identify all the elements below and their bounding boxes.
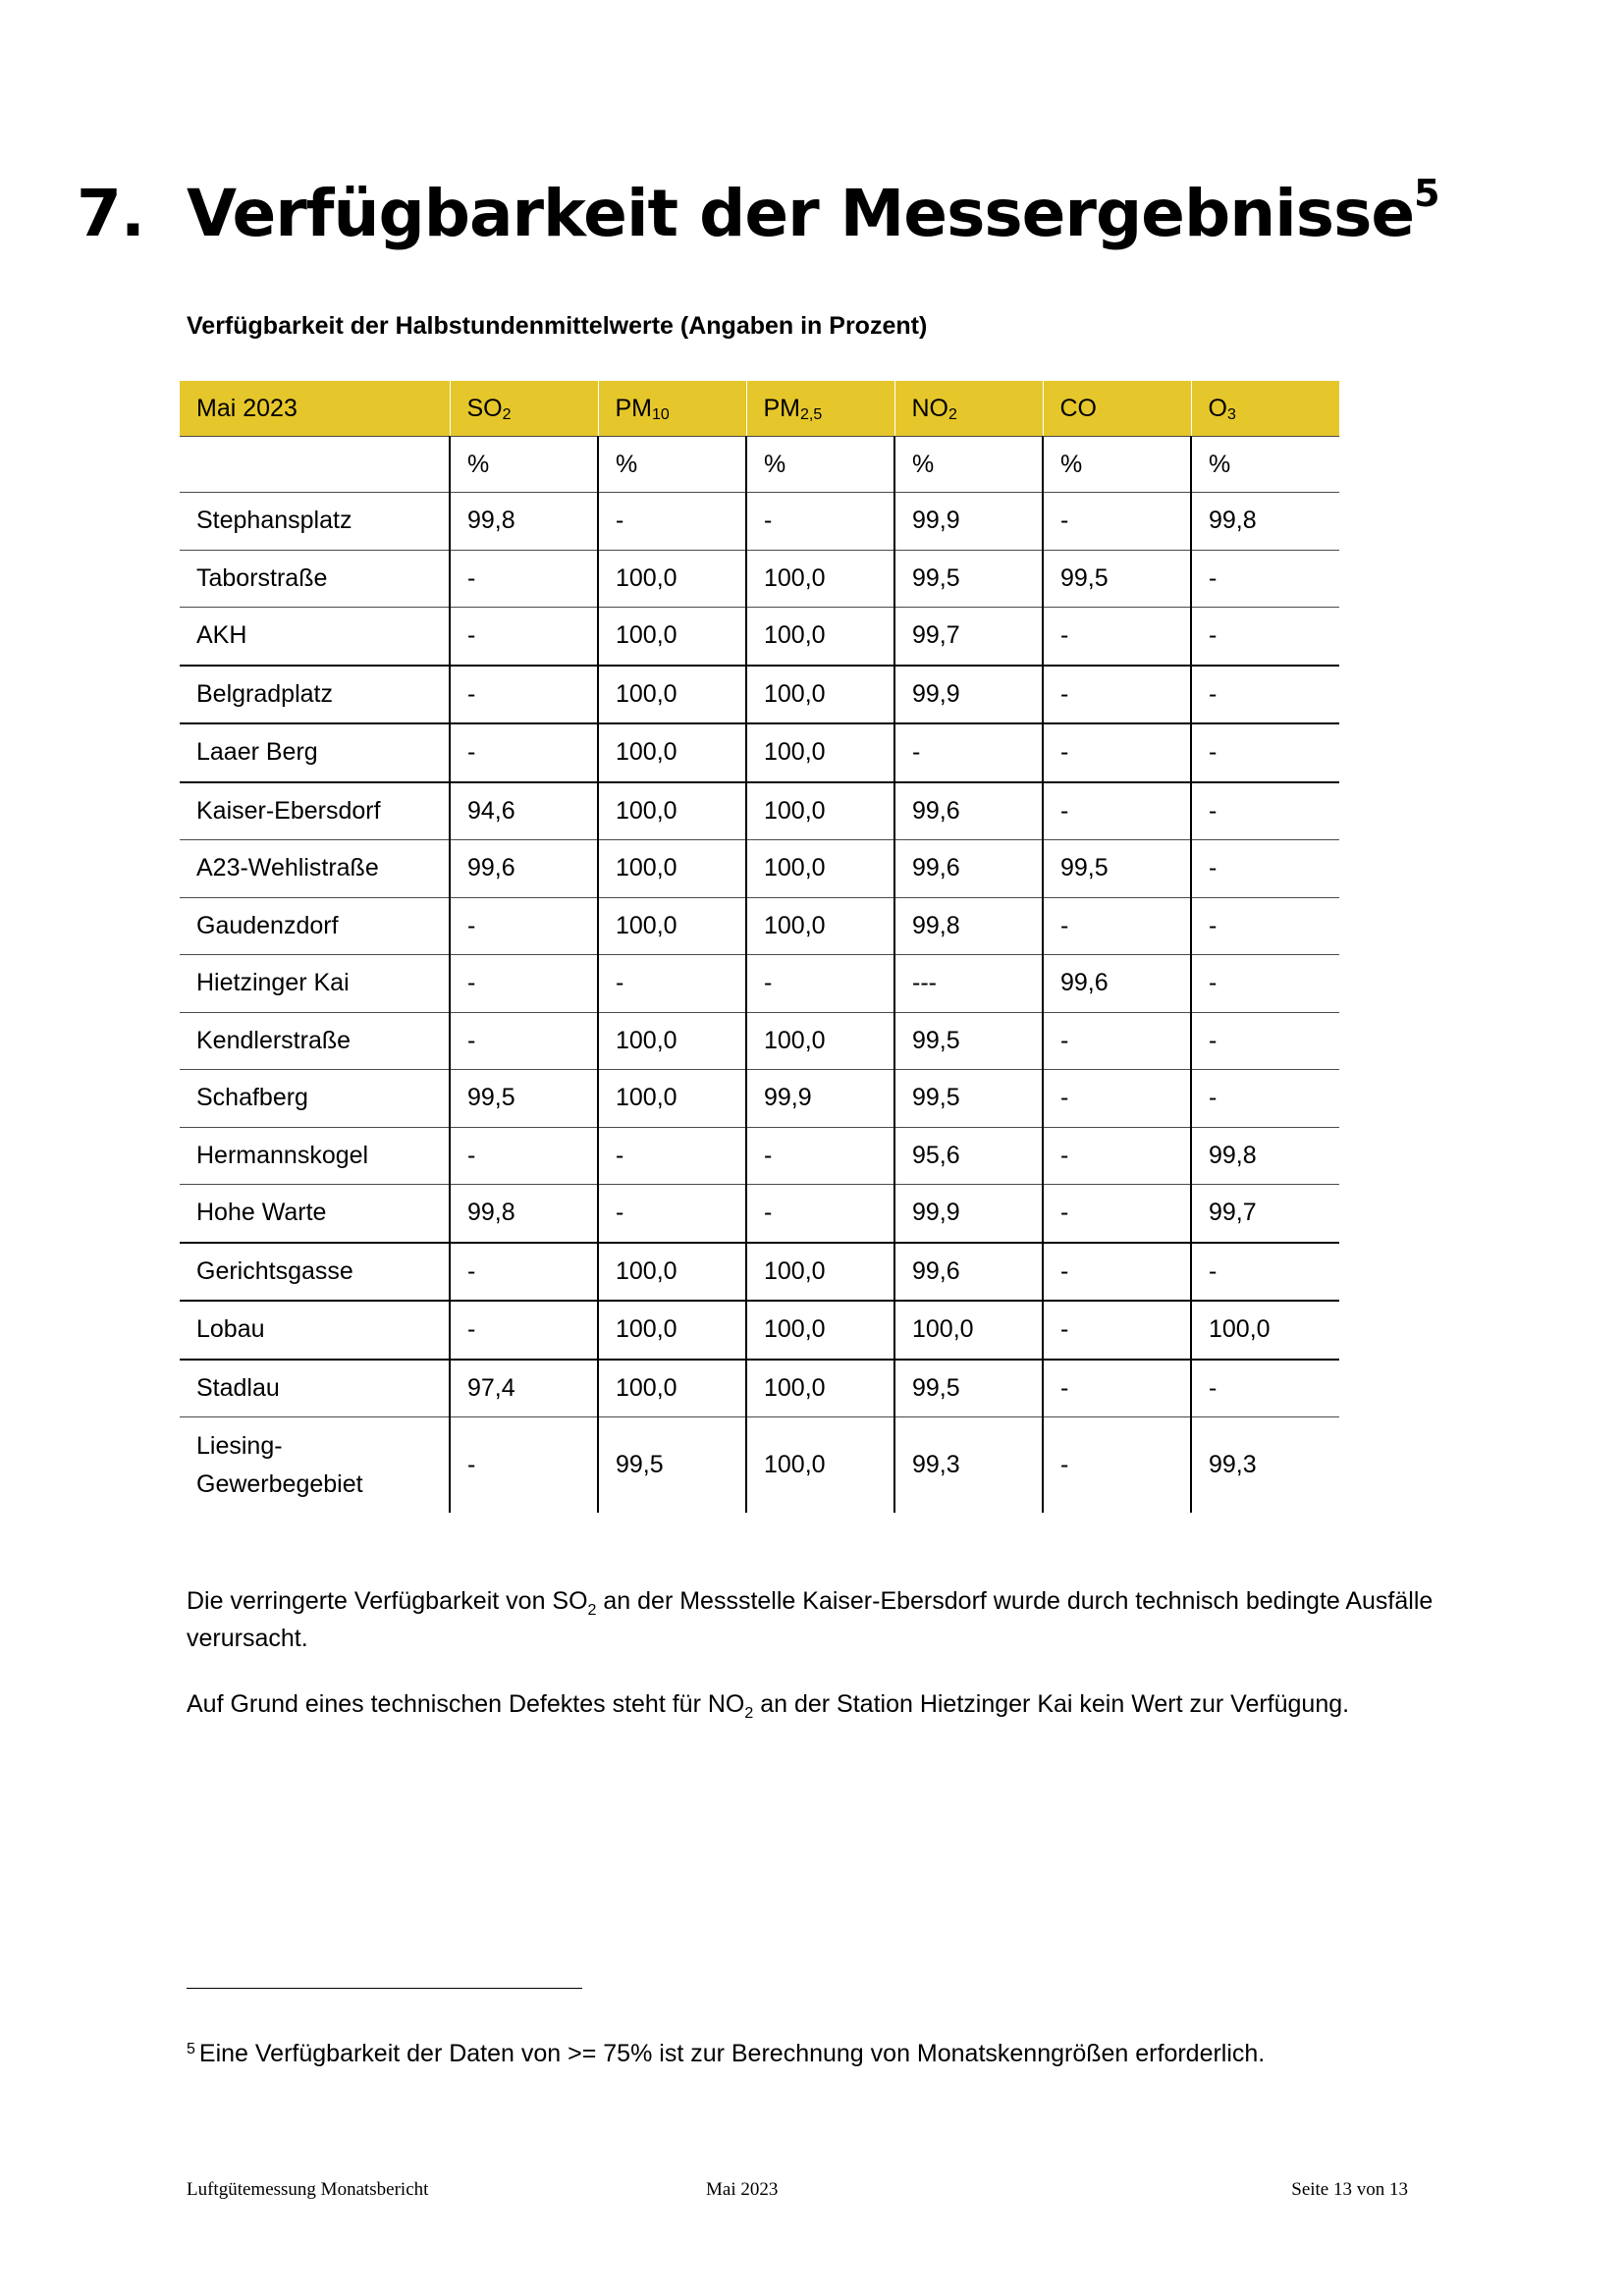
station-name: Kaiser-Ebersdorf <box>196 796 381 825</box>
value-cell: 100,0 <box>746 550 894 608</box>
value-cell: 99,9 <box>894 1185 1043 1243</box>
value-cell: 99,8 <box>450 1185 598 1243</box>
value-cell: - <box>894 723 1043 782</box>
header-label: CO <box>1059 394 1097 422</box>
value-cell: - <box>1191 1360 1339 1417</box>
value-cell: 100,0 <box>746 723 894 782</box>
value-cell: 100,0 <box>746 840 894 898</box>
note-text: Die verringerte Verfügbarkeit von SO <box>187 1587 588 1615</box>
header-label: Mai 2023 <box>196 394 298 422</box>
footnote-marker: 5 <box>187 2041 195 2057</box>
note-subscript: 2 <box>587 1602 597 1619</box>
value-cell: - <box>1191 897 1339 955</box>
value-cell: - <box>450 608 598 666</box>
value-cell: 100,0 <box>598 723 746 782</box>
table-row <box>180 840 1339 898</box>
value-cell: - <box>1043 1243 1191 1302</box>
value-cell: 99,8 <box>1191 1127 1339 1185</box>
value-cell: 100,0 <box>598 608 746 666</box>
station-name: Hermannskogel <box>196 1141 369 1169</box>
value-cell: - <box>1043 1012 1191 1070</box>
table-row <box>180 1070 1339 1128</box>
station-name: Taborstraße <box>196 563 328 592</box>
value-cell: 99,5 <box>598 1417 746 1514</box>
value-cell: 99,6 <box>1043 955 1191 1013</box>
value-cell: 99,7 <box>1191 1185 1339 1243</box>
value-cell: 99,5 <box>894 1012 1043 1070</box>
value-cell: 99,3 <box>1191 1417 1339 1514</box>
value-cell: --- <box>894 955 1043 1013</box>
value-cell: - <box>746 493 894 551</box>
section-title: Verfügbarkeit der Messergebnisse <box>187 176 1415 251</box>
station-name: AKH <box>196 621 247 650</box>
value-cell: - <box>450 1417 598 1514</box>
value-cell: - <box>450 955 598 1013</box>
value-cell: 100,0 <box>746 1243 894 1302</box>
station-name: Stadlau <box>196 1373 280 1402</box>
station-name: Belgradplatz <box>196 679 333 708</box>
value-cell: 99,5 <box>450 1070 598 1128</box>
value-cell: - <box>1191 840 1339 898</box>
station-name: Lobau <box>196 1315 265 1344</box>
value-cell: - <box>1191 1070 1339 1128</box>
value-cell: 95,6 <box>894 1127 1043 1185</box>
note-text: Auf Grund eines technischen Defektes steht für NO <box>187 1690 745 1718</box>
value-cell: - <box>450 1243 598 1302</box>
station-name: Stephansplatz <box>196 507 352 535</box>
header-label: O <box>1208 394 1227 422</box>
value-cell: - <box>1191 955 1339 1013</box>
value-cell: - <box>450 1301 598 1360</box>
value-cell: - <box>598 1185 746 1243</box>
table-row <box>180 1360 1339 1417</box>
header-pollutant <box>894 381 1043 437</box>
note-so2-kaiser-ebersdorf <box>187 1582 1443 1657</box>
value-cell: 99,5 <box>894 550 1043 608</box>
header-subscript: 2 <box>948 405 957 423</box>
value-cell: - <box>1043 493 1191 551</box>
value-cell: 99,6 <box>894 1243 1043 1302</box>
unit-cell <box>180 437 450 493</box>
header-pollutant <box>1043 381 1191 437</box>
value-cell: - <box>1191 666 1339 724</box>
value-cell: - <box>450 1012 598 1070</box>
header-pollutant <box>1191 381 1339 437</box>
station-name: Hohe Warte <box>196 1199 327 1227</box>
value-cell: 100,0 <box>598 782 746 840</box>
value-cell: 100,0 <box>598 1070 746 1128</box>
footnote-separator <box>187 1988 582 1989</box>
header-label: PM <box>615 394 652 422</box>
table-row <box>180 782 1339 840</box>
station-name: Laaer Berg <box>196 738 318 767</box>
value-cell: - <box>746 1185 894 1243</box>
table-row <box>180 723 1339 782</box>
footnote <box>187 2040 1265 2068</box>
value-cell: 94,6 <box>450 782 598 840</box>
value-cell: - <box>1191 723 1339 782</box>
value-cell: - <box>746 1127 894 1185</box>
value-cell: - <box>1043 1127 1191 1185</box>
value-cell: - <box>1043 782 1191 840</box>
value-cell: 100,0 <box>746 608 894 666</box>
value-cell: 99,6 <box>894 840 1043 898</box>
value-cell: - <box>1043 1070 1191 1128</box>
footer-date: Mai 2023 <box>706 2179 779 2200</box>
value-cell: 100,0 <box>1191 1301 1339 1360</box>
value-cell: 100,0 <box>598 897 746 955</box>
value-cell: 99,6 <box>450 840 598 898</box>
table-row <box>180 897 1339 955</box>
value-cell: - <box>598 1127 746 1185</box>
table-row <box>180 1012 1339 1070</box>
value-cell: - <box>1043 1417 1191 1514</box>
value-cell: 100,0 <box>598 666 746 724</box>
value-cell: 100,0 <box>598 840 746 898</box>
unit-cell: % <box>450 437 598 493</box>
value-cell: - <box>1043 897 1191 955</box>
table-units-row <box>180 437 1339 493</box>
table-row <box>180 1301 1339 1360</box>
value-cell: - <box>746 955 894 1013</box>
note-text: an der Messstelle Kaiser-Ebersdorf wurde durch technisch bedingte Ausfälle verursacht. <box>187 1587 1434 1652</box>
value-cell: 99,8 <box>450 493 598 551</box>
value-cell: 99,5 <box>894 1360 1043 1417</box>
value-cell: 100,0 <box>598 1360 746 1417</box>
station-name: Schafberg <box>196 1084 308 1112</box>
value-cell: 100,0 <box>746 897 894 955</box>
footnote-text: Eine Verfügbarkeit der Daten von >= 75% ist zur Berechnung von Monatskenngrößen erforderlich. <box>198 2040 1266 2067</box>
value-cell: - <box>1043 1360 1191 1417</box>
value-cell: 100,0 <box>598 1012 746 1070</box>
header-subscript: 2 <box>502 405 512 423</box>
table-row <box>180 666 1339 724</box>
value-cell: 100,0 <box>746 1301 894 1360</box>
value-cell: 99,5 <box>1043 840 1191 898</box>
value-cell: 100,0 <box>598 1301 746 1360</box>
value-cell: - <box>1043 723 1191 782</box>
note-no2-hietzinger-kai <box>187 1685 1443 1723</box>
table-row <box>180 550 1339 608</box>
value-cell: 100,0 <box>746 782 894 840</box>
table-row <box>180 608 1339 666</box>
value-cell: 100,0 <box>746 666 894 724</box>
value-cell: 99,3 <box>894 1417 1043 1514</box>
value-cell: - <box>1043 666 1191 724</box>
value-cell: 100,0 <box>598 550 746 608</box>
footnote-reference: 5 <box>1414 172 1439 215</box>
note-subscript: 2 <box>744 1705 754 1722</box>
header-label: PM <box>763 394 800 422</box>
value-cell: - <box>1191 1012 1339 1070</box>
value-cell: 99,8 <box>894 897 1043 955</box>
value-cell: - <box>598 493 746 551</box>
value-cell: 99,9 <box>894 493 1043 551</box>
unit-cell: % <box>598 437 746 493</box>
section-number: 7. <box>77 176 144 251</box>
header-pollutant <box>450 381 598 437</box>
table-row <box>180 493 1339 551</box>
footer-page-number: Seite 13 von 13 <box>1291 2179 1408 2200</box>
value-cell: 99,9 <box>894 666 1043 724</box>
header-subscript: 3 <box>1226 405 1236 423</box>
table-row <box>180 1417 1339 1514</box>
station-name: Kendlerstraße <box>196 1026 352 1054</box>
header-label: SO <box>466 394 503 422</box>
value-cell: - <box>1191 782 1339 840</box>
unit-cell: % <box>1191 437 1339 493</box>
value-cell: 99,7 <box>894 608 1043 666</box>
value-cell: - <box>1043 1301 1191 1360</box>
footer-report-name: Luftgütemessung Monatsbericht <box>187 2179 429 2200</box>
value-cell: 99,6 <box>894 782 1043 840</box>
station-name: Gaudenzdorf <box>196 911 339 939</box>
value-cell: - <box>1043 1185 1191 1243</box>
header-period <box>180 381 450 437</box>
header-pollutant <box>598 381 746 437</box>
value-cell: - <box>1191 608 1339 666</box>
header-subscript: 2,5 <box>800 405 823 423</box>
table-row <box>180 1127 1339 1185</box>
value-cell: - <box>450 666 598 724</box>
availability-table <box>180 381 1339 1513</box>
station-name: Liesing- Gewerbegebiet <box>196 1431 363 1498</box>
value-cell: 100,0 <box>746 1360 894 1417</box>
table-caption: Verfügbarkeit der Halbstundenmittelwerte (Angaben in Prozent) <box>187 312 928 340</box>
value-cell: 99,8 <box>1191 493 1339 551</box>
value-cell: - <box>450 1127 598 1185</box>
value-cell: - <box>1191 550 1339 608</box>
value-cell: 100,0 <box>746 1417 894 1514</box>
page-title <box>77 172 1439 253</box>
value-cell: 99,5 <box>1043 550 1191 608</box>
station-name: A23-Wehlistraße <box>196 854 379 882</box>
value-cell: - <box>1043 608 1191 666</box>
header-label: NO <box>911 394 948 422</box>
unit-cell: % <box>894 437 1043 493</box>
value-cell: 100,0 <box>598 1243 746 1302</box>
table-header-row <box>180 381 1339 437</box>
station-name: Gerichtsgasse <box>196 1256 353 1285</box>
value-cell: 100,0 <box>894 1301 1043 1360</box>
station-name: Hietzinger Kai <box>196 969 350 997</box>
unit-cell: % <box>1043 437 1191 493</box>
table-row <box>180 955 1339 1013</box>
header-subscript: 10 <box>652 405 670 423</box>
table-row <box>180 1185 1339 1243</box>
value-cell: 97,4 <box>450 1360 598 1417</box>
table-row <box>180 1243 1339 1302</box>
value-cell: - <box>450 550 598 608</box>
note-text: an der Station Hietzinger Kai kein Wert zur Verfügung. <box>753 1690 1350 1718</box>
unit-cell: % <box>746 437 894 493</box>
header-pollutant <box>746 381 894 437</box>
value-cell: 100,0 <box>746 1012 894 1070</box>
value-cell: - <box>1191 1243 1339 1302</box>
value-cell: 99,9 <box>746 1070 894 1128</box>
value-cell: - <box>450 723 598 782</box>
value-cell: - <box>450 897 598 955</box>
value-cell: 99,5 <box>894 1070 1043 1128</box>
value-cell: - <box>598 955 746 1013</box>
